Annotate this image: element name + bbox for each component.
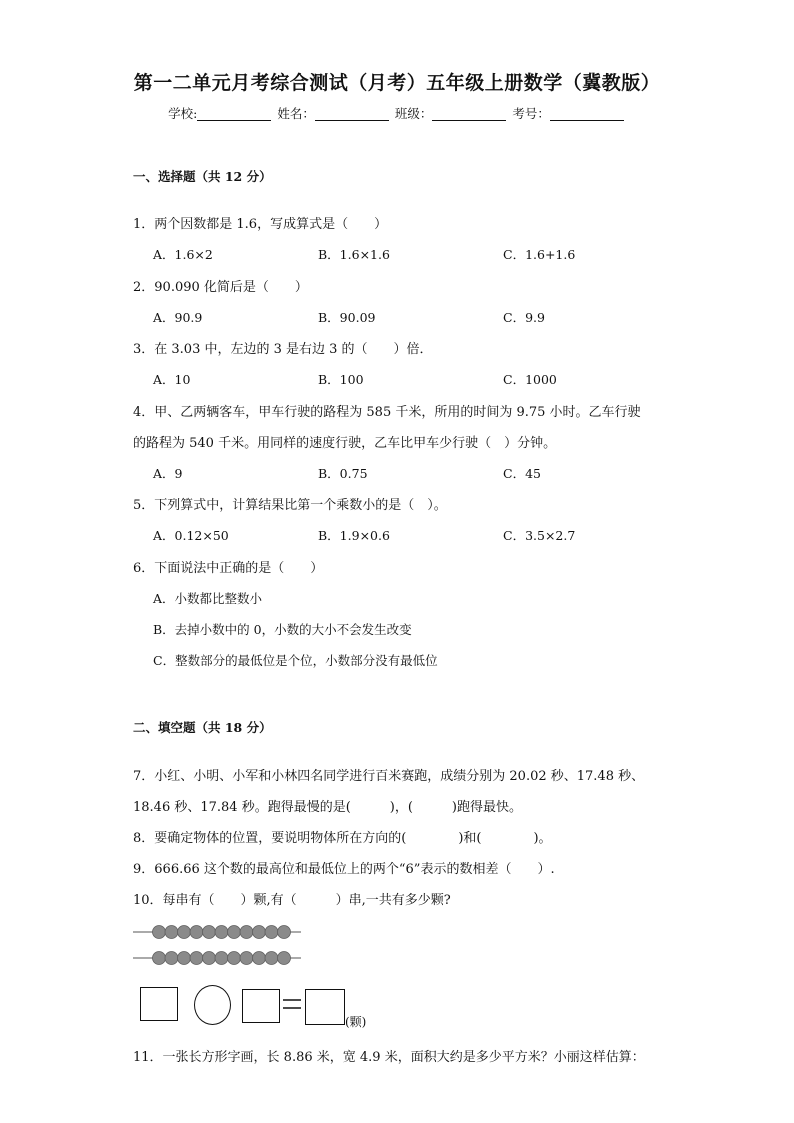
q4-option-c: C．45 (503, 466, 541, 481)
question-6: 6．下面说法中正确的是（ ） (133, 561, 324, 576)
bead (153, 926, 166, 939)
answer-box-2[interactable] (242, 989, 280, 1023)
answer-box-result[interactable] (305, 989, 345, 1025)
bead (165, 952, 178, 965)
question-8: 8．要确定物体的位置，要说明物体所在方向的( )和( )。 (133, 831, 552, 846)
question-11: 11．一张长方形字画，长 8.86 米，宽 4.9 米，面积大约是多少平方米？小丽这样估算： (133, 1050, 645, 1065)
q6-option-c: C．整数部分的最低位是个位，小数部分没有最低位 (153, 653, 438, 668)
bead (228, 952, 241, 965)
q1-option-b: B．1.6×1.6 (318, 247, 390, 262)
q3-option-a: A．10 (153, 372, 191, 387)
school-blank[interactable] (197, 106, 271, 121)
bead (278, 952, 291, 965)
bead (190, 952, 203, 965)
exam-no-label: 考号： (512, 106, 550, 121)
section-heading-choice: 一、选择题（共 12 分） (133, 169, 272, 184)
answer-shapes (138, 983, 378, 1029)
q5-option-b: B．1.9×0.6 (318, 528, 390, 543)
operator-circle[interactable] (194, 985, 231, 1025)
answer-box-1[interactable] (140, 987, 178, 1021)
student-info-line (0, 104, 794, 122)
question-5: 5．下列算式中，计算结果比第一个乘数小的是（ ）。 (133, 498, 447, 513)
q1-option-c: C．1.6+1.6 (503, 247, 576, 262)
q1-option-a: A．1.6×2 (153, 247, 213, 262)
q6-option-b: B．去掉小数中的 0，小数的大小不会发生改变 (153, 622, 412, 637)
question-10: 10．每串有（ ）颗,有（ ）串,一共有多少颗? (133, 893, 451, 908)
q6-option-a: A．小数都比整数小 (153, 591, 263, 606)
section-heading-fill: 二、填空题（共 18 分） (133, 720, 272, 735)
bead (240, 926, 253, 939)
bead (190, 926, 203, 939)
bead (253, 952, 266, 965)
class-label: 班级： (394, 106, 433, 121)
bead (278, 926, 291, 939)
bead (153, 952, 166, 965)
question-4-line-1: 4．甲、乙两辆客车，甲车行驶的路程为 585 千米，所用的时间为 9.75 小时。乙车行驶 (133, 405, 641, 420)
unit-label: (颗) (345, 1015, 367, 1029)
bead (265, 952, 278, 965)
page-title: 第一二单元月考综合测试（月考）五年级上册数学（冀教版） (133, 72, 661, 94)
q5-option-a: A．0.12×50 (153, 528, 229, 543)
exam-no-blank[interactable] (550, 106, 624, 121)
bead-strings-illustration (133, 918, 303, 974)
bead (215, 926, 228, 939)
school-label: 学校: (168, 106, 198, 121)
question-7-line-1: 7．小红、小明、小军和小林四名同学进行百米赛跑，成绩分别为 20.02 秒、17.48 秒、 (133, 769, 645, 784)
class-blank[interactable] (432, 106, 506, 121)
bead (215, 952, 228, 965)
q5-option-c: C．3.5×2.7 (503, 528, 576, 543)
question-2: 2．90.090 化简后是（ ） (133, 280, 308, 295)
question-9: 9．666.66 这个数的最高位和最低位上的两个“6”表示的数相差（ ）. (133, 862, 555, 877)
bead (178, 952, 191, 965)
bead (165, 926, 178, 939)
name-blank[interactable] (315, 106, 389, 121)
q4-option-a: A．9 (153, 466, 183, 481)
bead (203, 952, 216, 965)
q3-option-b: B．100 (318, 372, 364, 387)
question-7-line-2: 18.46 秒、17.84 秒。跑得最慢的是( )，( )跑得最快。 (133, 800, 522, 815)
q4-option-b: B．0.75 (318, 466, 368, 481)
question-1: 1．两个因数都是 1.6，写成算式是（ ） (133, 217, 388, 232)
bead (228, 926, 241, 939)
q2-option-b: B．90.09 (318, 310, 376, 325)
name-label: 姓名： (277, 106, 315, 121)
q2-option-c: C．9.9 (503, 310, 545, 325)
bead (253, 926, 266, 939)
question-4-line-2: 的路程为 540 千米。用同样的速度行驶，乙车比甲车少行驶（ ）分钟。 (133, 436, 557, 451)
bead (265, 926, 278, 939)
q2-option-a: A．90.9 (153, 310, 203, 325)
bead (203, 926, 216, 939)
bead (240, 952, 253, 965)
bead (178, 926, 191, 939)
q3-option-c: C．1000 (503, 372, 557, 387)
equals-sign-icon (282, 997, 302, 1013)
question-3: 3．在 3.03 中，左边的 3 是右边 3 的（ ）倍． (133, 342, 433, 357)
